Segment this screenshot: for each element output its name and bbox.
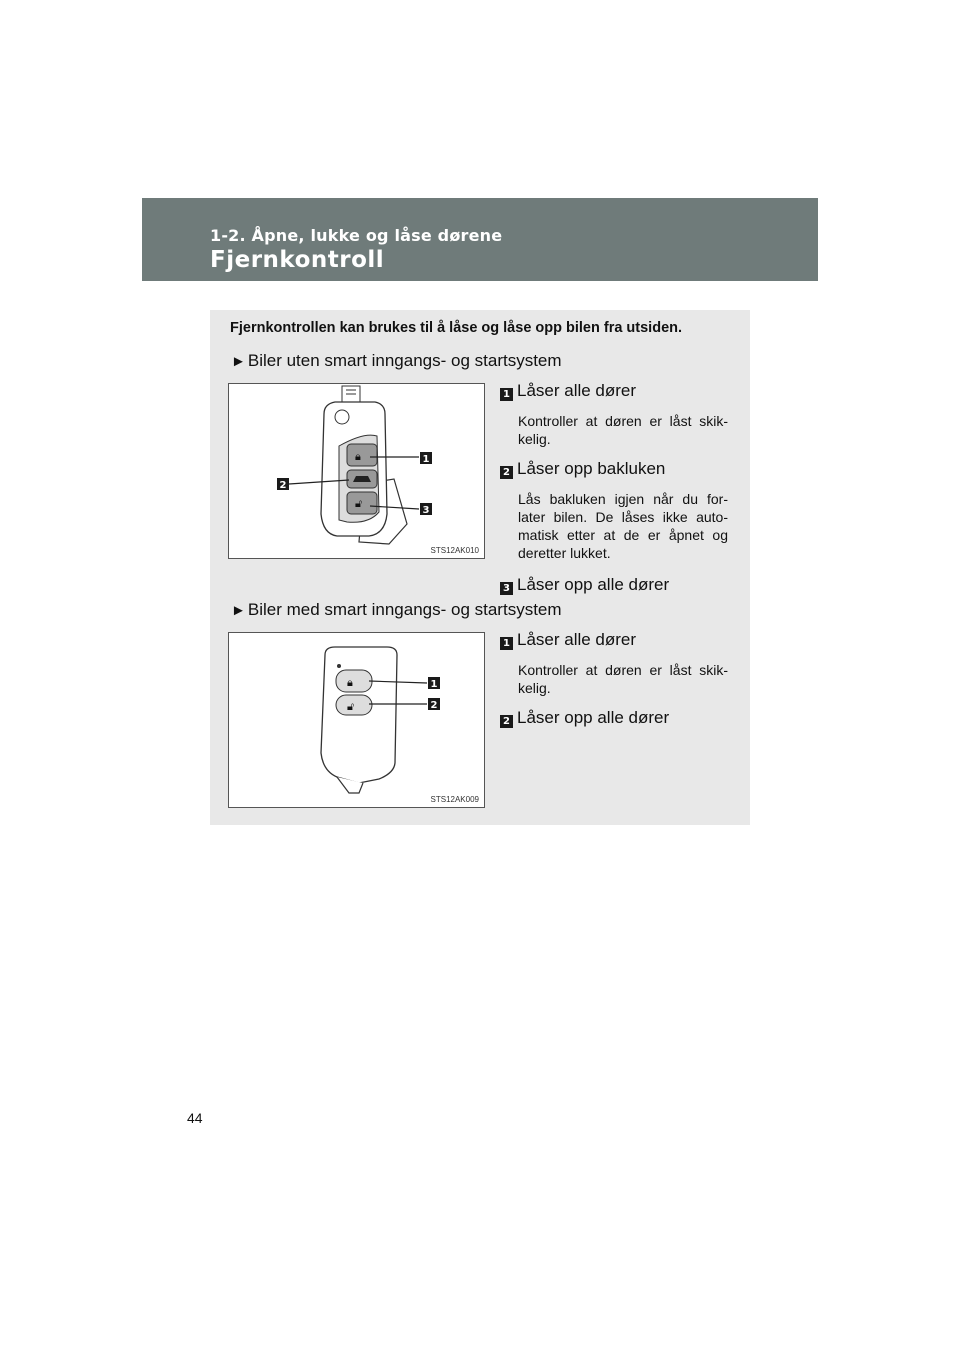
number-badge: 2 — [500, 466, 513, 479]
callout-2: 2 — [279, 480, 287, 491]
figure-code: STS12AK010 — [430, 546, 479, 555]
item-2-unlock-trunk — [500, 459, 665, 479]
item-1-description: Kontroller at døren er låst skik-kelig. — [518, 413, 728, 447]
item-3-unlock-all — [500, 575, 669, 595]
flip-key-figure — [228, 383, 485, 559]
callout-1: 1 — [422, 454, 430, 465]
item-1-description: Kontroller at døren er låst skik-kelig. — [518, 662, 728, 696]
page-number: 44 — [187, 1110, 203, 1126]
chapter-header — [142, 198, 818, 281]
item-label: Låser alle dører — [517, 381, 637, 400]
intro-text: Fjernkontrollen kan brukes til å låse og låse opp bilen fra utsiden. — [230, 320, 683, 336]
svg-text:🔓︎: 🔓︎ — [355, 497, 363, 510]
figure-code: STS12AK009 — [430, 795, 479, 804]
flip-key-illustration — [229, 384, 484, 558]
item-2-description: Lås bakluken igjen når du for-later bilen. De låses ikke auto-matisk etter at de er åpnet og deretter lukket. — [518, 491, 728, 561]
callout-2: 2 — [430, 700, 438, 711]
number-badge: 1 — [500, 388, 513, 401]
item-label: Låser opp bakluken — [517, 459, 666, 478]
smart-key-illustration — [229, 633, 484, 807]
section-title: 1-2. Åpne, lukke og låse dørene — [210, 226, 503, 245]
triangle-bullet-icon: ► — [231, 353, 246, 370]
item-2-unlock-all — [500, 708, 669, 728]
number-badge: 2 — [500, 715, 513, 728]
variant-heading-1 — [231, 351, 562, 371]
item-label: Låser opp alle dører — [517, 708, 670, 727]
callout-3: 3 — [422, 505, 430, 516]
svg-text:🔓︎: 🔓︎ — [347, 700, 355, 713]
number-badge: 1 — [500, 637, 513, 650]
item-label: Låser alle dører — [517, 630, 637, 649]
svg-text:🔒︎: 🔒︎ — [355, 450, 361, 463]
triangle-bullet-icon: ► — [231, 602, 246, 619]
number-badge: 3 — [500, 582, 513, 595]
callout-1: 1 — [430, 679, 438, 690]
page-title: Fjernkontroll — [210, 247, 385, 273]
item-1-lock-all — [500, 630, 636, 650]
variant-heading-label: Biler med smart inngangs- og startsystem — [247, 600, 562, 619]
item-1-lock-all — [500, 381, 636, 401]
item-label: Låser opp alle dører — [517, 575, 670, 594]
variant-heading-label: Biler uten smart inngangs- og startsystem — [247, 351, 562, 370]
smart-key-figure — [228, 632, 485, 808]
variant-heading-2 — [231, 600, 562, 620]
svg-text:🔒︎: 🔒︎ — [347, 676, 353, 689]
